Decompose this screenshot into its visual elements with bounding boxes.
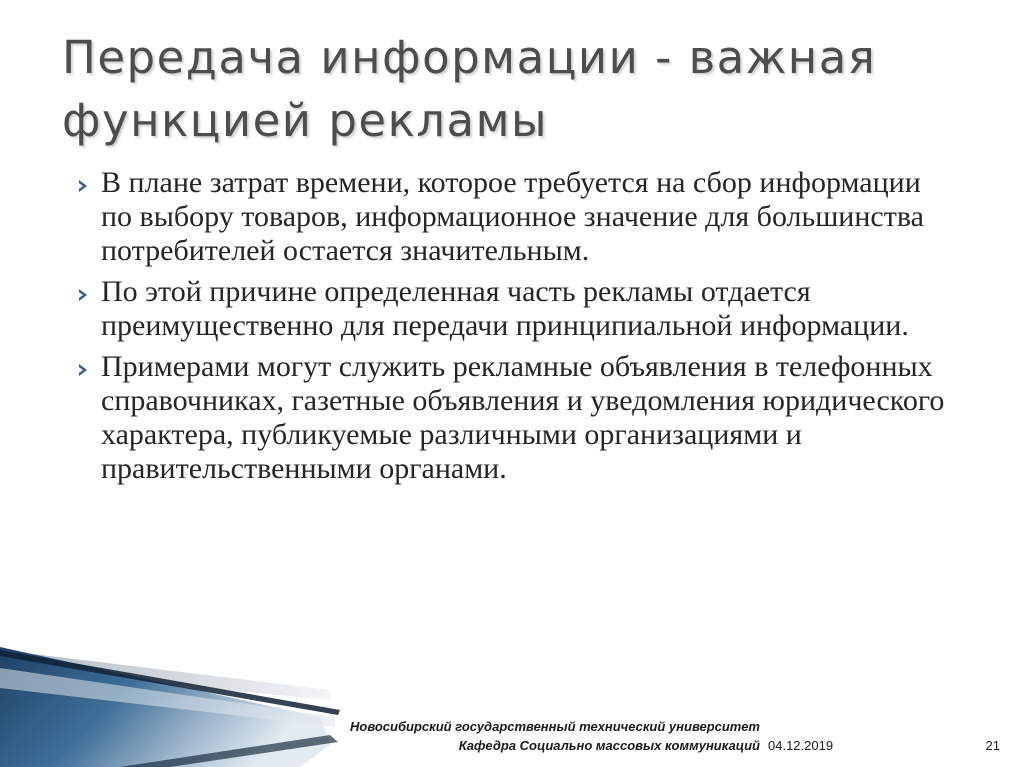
footer-department: Кафедра Социально массовых коммуникаций — [458, 738, 760, 753]
arrow-right-icon — [79, 180, 87, 192]
slide-number: 21 — [985, 738, 1000, 753]
bullet-text: По этой причине определенная часть рекламы отдается преимущественно для передачи принципиальной информации. — [101, 275, 909, 342]
bullet-list — [76, 166, 956, 493]
slide-title-line-1: Передача информации - важная — [62, 31, 877, 84]
bullet-item — [76, 275, 956, 343]
footer-organization — [300, 717, 760, 755]
bullet-item — [76, 166, 956, 268]
slide-title — [62, 26, 992, 152]
slide-title-line-2: функцией рекламы — [62, 94, 549, 147]
arrow-right-icon — [79, 289, 87, 301]
bullet-text: Примерами могут служить рекламные объявления в телефонных справочниках, газетные объявления и уведомления юридического характера, публикуемые различными организациями и правительственными органами. — [101, 350, 945, 485]
arrow-right-icon — [79, 364, 87, 376]
footer-university: Новосибирский государственный технический университет — [350, 719, 760, 734]
bullet-item — [76, 350, 956, 486]
footer-date: 04.12.2019 — [768, 738, 834, 753]
bullet-text: В плане затрат времени, которое требуется на сбор информации по выбору товаров, информационное значение для большинства потребителей остается значительным. — [101, 166, 924, 267]
